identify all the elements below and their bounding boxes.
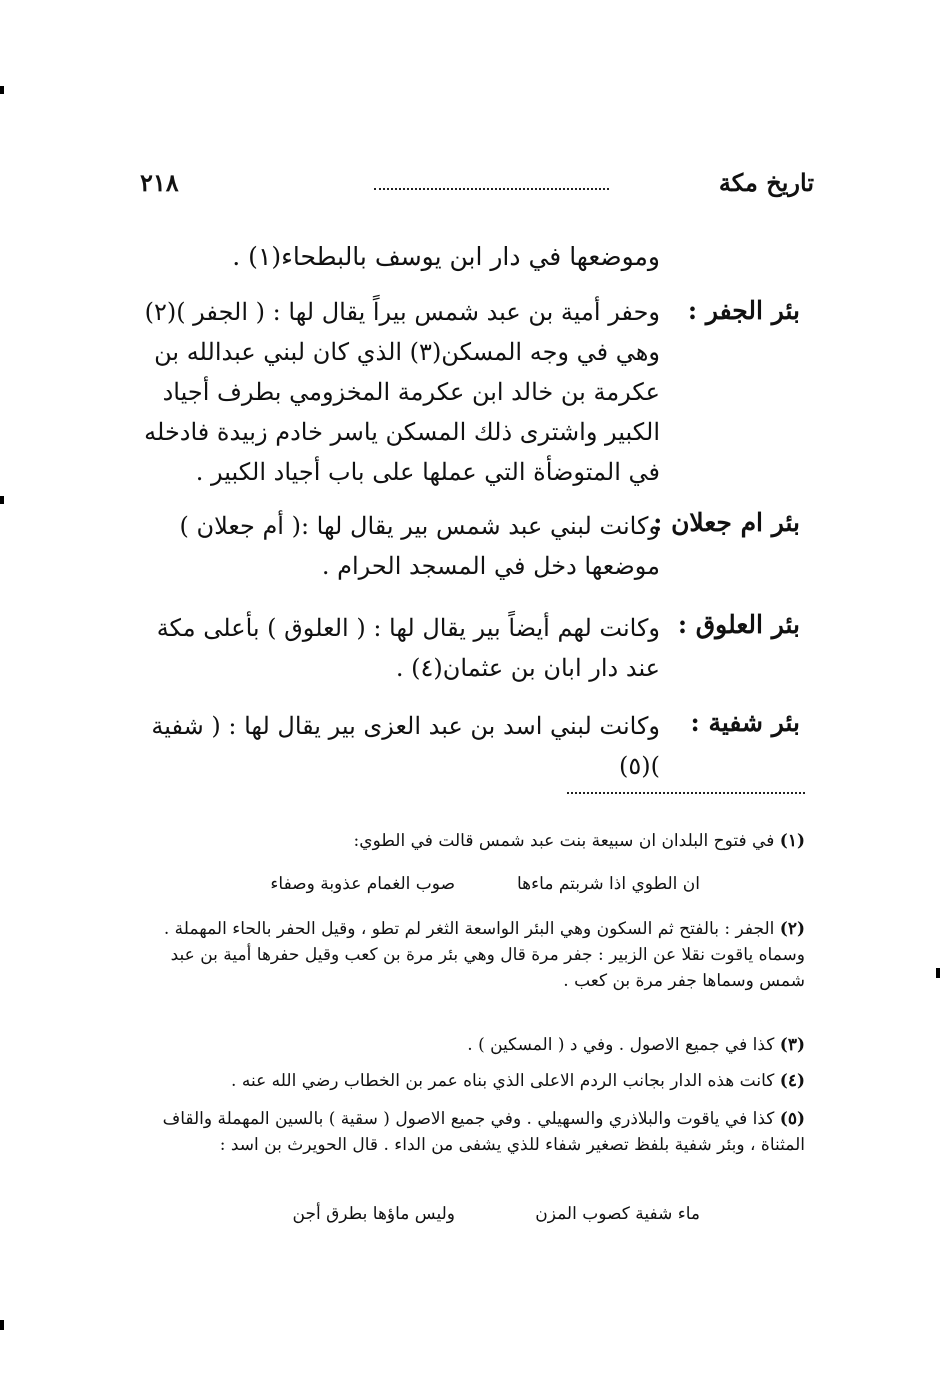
header-leader-dots (374, 188, 609, 190)
footnote-separator (567, 792, 805, 794)
footnote-number: (٢) (779, 919, 805, 939)
footnote-text: كذا في جميع الاصول . وفي د ( المسكين ) . (467, 1035, 775, 1055)
book-title: تاريخ مكة (718, 168, 814, 197)
scan-edge-mark (0, 86, 4, 94)
entry-shufayya (140, 706, 800, 780)
running-header (140, 168, 814, 202)
footnote-1 (145, 828, 805, 854)
footnote-text: الجفر : بالفتح ثم السكون وهي البئر الواسعة الثغر لم تطو ، وقيل الحفر بالحاء المهملة . وسماه ياقوت نقلا عن الزبير : جفر مرة قال وهي بئر مرة بن كعب وقيل حفرها أمية بن عبد شمس وسماها جفر مرة بن كعب . (163, 919, 805, 991)
footnote-3 (145, 1032, 805, 1058)
entry-title: بئر الجفر : (687, 296, 800, 325)
footnote-number: (٤) (779, 1071, 805, 1091)
footnote-2 (145, 916, 805, 994)
footnote-number: (٥) (779, 1109, 805, 1129)
entry-title: بئر ام جعلان : (653, 508, 800, 537)
entry-text: وكانت لبني عبد شمس بير يقال لها :( أم جعلان ) موضعها دخل في المسجد الحرام . (179, 512, 660, 580)
intro-line: وموضعها في دار ابن يوسف بالبطحاء(١) . (232, 242, 660, 271)
entry-title: بئر العلوق : (677, 610, 800, 639)
scan-edge-mark (936, 968, 940, 978)
entry-text: وحفر أمية بن عبد شمس بيراً يقال لها : ( الجفر )(٢) وهي في وجه المسكن(٣) الذي كان لبني عبدالله بن عكرمة بن خالد ابن عكرمة المخزومي بطرف أجياد الكبير واشترى ذلك المسكن ياسر خادم زبيدة فادخله في المتوضأة التي عملها على باب أجياد الكبير . (144, 298, 660, 486)
footnote-number: (١) (779, 831, 805, 851)
entry-text: وكانت لهم أيضاً بير يقال لها : ( العلوق ) بأعلى مكة عند دار ابان بن عثمان(٤) . (156, 614, 660, 682)
footnote-5 (145, 1106, 805, 1158)
entry-text: وكانت لبني اسد بن عبد العزى بير يقال لها : ( شفية )(٥) (151, 712, 660, 780)
scan-edge-mark (0, 1320, 4, 1330)
verse-hemistich-2: وليس ماؤها بطرق أجن (292, 1204, 455, 1224)
entry-title: بئر شفية : (690, 708, 800, 737)
entry-al-jafr (140, 292, 800, 492)
scan-edge-mark (0, 496, 4, 504)
footnote-number: (٣) (779, 1035, 805, 1055)
footnote-4 (145, 1068, 805, 1094)
verse-hemistich-1: ماء شفية كصوب المزن (535, 1204, 700, 1224)
verse-hemistich-1: ان الطوي اذا شربتم ماءها (517, 874, 700, 894)
entry-umm-jalan (140, 506, 800, 588)
entry-al-aluq (140, 608, 800, 690)
footnote-text: في فتوح البلدان ان سبيعة بنت عبد شمس قالت في الطوي: (353, 831, 775, 851)
page-number: ٢١٨ (140, 168, 179, 197)
footnote-text: كانت هذه الدار بجانب الردم الاعلى الذي بناه عمر بن الخطاب رضي الله عنه . (231, 1071, 775, 1091)
footnote-text: كذا في ياقوت والبلاذري والسهيلي . وفي جميع الاصول ( سقية ) بالسين المهملة والقاف المثناة ، وبئر شفية بلفظ تصغير شفاء للذي يشفى من الداء . قال الحويرث بن اسد : (162, 1109, 805, 1155)
verse-hemistich-2: صوب الغمام عذوبة وصفاء (270, 874, 455, 894)
